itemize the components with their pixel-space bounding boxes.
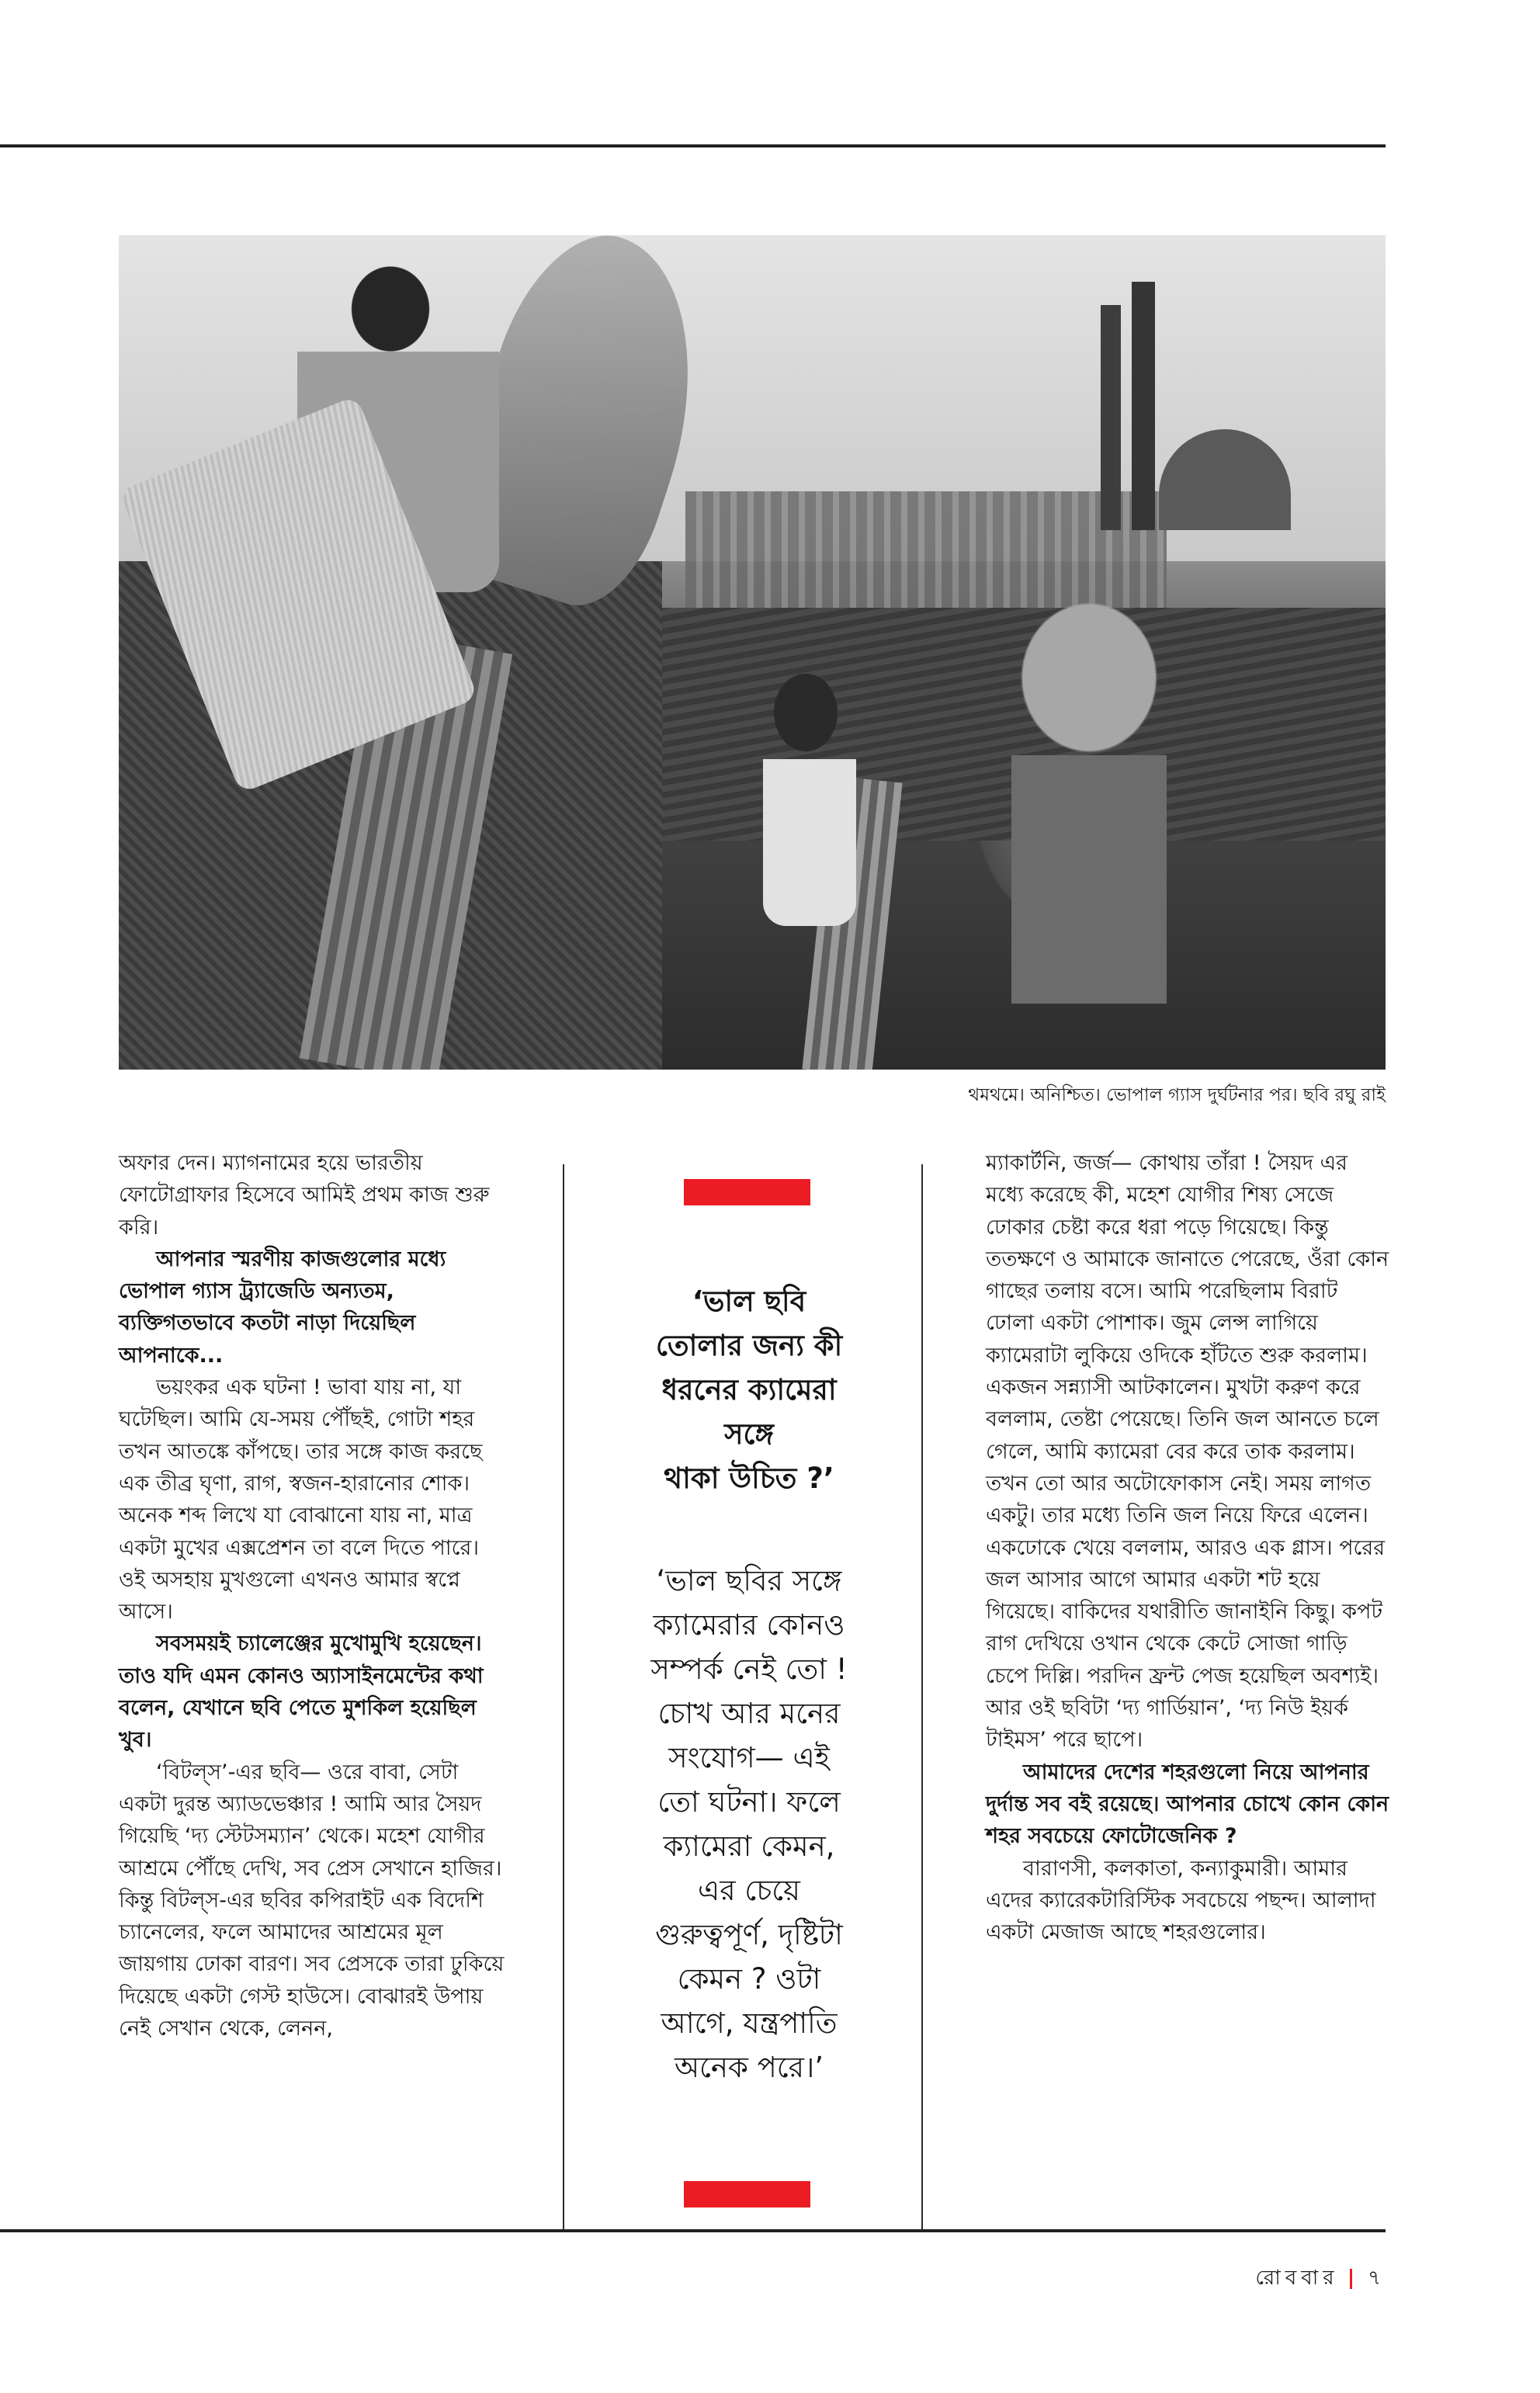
answer-paragraph: অফার দেন। ম্যাগনামের হয়ে ভারতীয় ফোটোগ্রাফার হিসেবে আমিই প্রথম কাজ শুরু করি।: [119, 1151, 490, 1240]
pull-quote-line: সঙ্গে: [724, 1417, 774, 1451]
pull-quote-line: এর চেয়ে: [698, 1874, 800, 1907]
pull-quote-accent-bar: [684, 2181, 810, 2207]
pull-quote-question: [590, 1279, 908, 1500]
footer-separator: [1350, 2269, 1352, 2289]
column-divider: [921, 1164, 923, 2231]
pull-quote-line: ক্যামেরার কোনও: [653, 1608, 845, 1642]
photo-lotus-finial: [1011, 600, 1167, 1004]
pull-quote-line: থাকা উচিত ?’: [664, 1462, 834, 1495]
answer-paragraph: ভয়ংকর এক ঘটনা ! ভাবা যায় না, যা ঘটেছিল। আমি যে-সময় পৌঁছই, গোটা শহর তখন আতঙ্কে কাঁপছে। তার সঙ্গে কাজ করছে এক তীব্র ঘৃণা, রাগ, স্বজন-হারানোর শোক। অনেক শব্দ লিখে যা বোঝানো যায় না, মাত্র একটা মুখের এক্সপ্রেশন তা বলে দিতে পারে। ওই অসহায় মুখগুলো এখনও আমার স্বপ্নে আসে।: [119, 1375, 483, 1625]
pull-quote-accent-bar: [684, 1179, 810, 1205]
pull-quote-line: তোলার জন্য কী: [655, 1329, 843, 1362]
pull-quote-line: সংযোগ— এই: [668, 1741, 830, 1774]
answer-paragraph: বারাণসী, কলকাতা, কন্যাকুমারী। আমার এদের ক্যারেকটারিস্টিক সবচেয়ে পছন্দ। আলাদা একটা মেজাজ আছে শহরগুলোর।: [986, 1856, 1376, 1945]
pull-quote-answer: [590, 1559, 908, 2090]
pull-quote-line: ক্যামেরা কেমন,: [663, 1829, 835, 1863]
pull-quote-line: ধরনের ক্যামেরা: [661, 1373, 837, 1406]
column-divider: [563, 1164, 564, 2231]
photo-skyline: [685, 491, 1167, 616]
pull-quote-line: গুরুত্বপূর্ণ, দৃষ্টিটা: [655, 1918, 843, 1951]
photo-minaret: [1101, 305, 1121, 530]
question-paragraph: আমাদের দেশের শহরগুলো নিয়ে আপনার দুর্দান্ত সব বই রয়েছে। আপনার চোখে কোন কোন শহর সবচেয়ে ফোটোজেনিক ?: [986, 1760, 1389, 1849]
pull-quote-line: ‘ভাল ছবির সঙ্গে: [656, 1564, 842, 1597]
question-paragraph: আপনার স্মরণীয় কাজগুলোর মধ্যে ভোপাল গ্যাস ট্র্যাজেডি অন্যতম, ব্যক্তিগতভাবে কতটা নাড়া দিয়েছিল আপনাকে...: [119, 1247, 446, 1368]
page-footer: [1255, 2262, 1386, 2296]
feature-photo: [119, 235, 1386, 1070]
pull-quote-line: ‘ভাল ছবি: [692, 1285, 806, 1318]
pull-quote-line: কেমন ? ওটা: [677, 1962, 821, 1996]
page-number: ৭: [1368, 2266, 1386, 2290]
pull-quote-line: সম্পর্ক নেই তো !: [650, 1653, 848, 1686]
photo-field: [600, 608, 1386, 841]
answer-paragraph: ‘বিটল্‌স’-এর ছবি— ওরে বাবা, সেটা একটা দুরন্ত অ্যাডভেঞ্চার ! আমি আর সৈয়দ গিয়েছি ‘দ্য স্টেটসম্যান’ থেকে। মহেশ যোগীর আশ্রমে পৌঁছে দেখি, সব প্রেস সেখানে হাজির। কিন্তু বিটল্‌স-এর ছবির কপিরাইট এক বিদেশি চ্যানেলের, ফলে আমাদের আশ্রমের মূল জায়গায় ঢোকা বারণ। সব প্রেসকে তারা ঢুকিয়ে দিয়েছে একটা গেস্ট হাউসে। বোঝারই উপায় নেই সেখান থেকে, লেনন,: [119, 1760, 505, 2041]
photo-caption: থমথমে। অনিশ্চিত। ভোপাল গ্যাস দুর্ঘটনার পর। ছবি রঘু রাই: [968, 1085, 1386, 1105]
bottom-rule: [0, 2229, 1386, 2232]
answer-paragraph: ম্যাকার্টনি, জর্জ— কোথায় তাঁরা ! সৈয়দ এর মধ্যে করেছে কী, মহেশ যোগীর শিষ্য সেজে ঢোকার চেষ্টা করে ধরা পড়ে গিয়েছে। কিন্তু ততক্ষণে ও আমাকে জানাতে পেরেছে, ওঁরা কোন গাছের তলায় বসে। আমি পরেছিলাম বিরাট ঢোলা একটা পোশাক। জুম লেন্স লাগিয়ে ক্যামেরাটা লুকিয়ে ওদিকে হাঁটতে শুরু করলাম। একজন সন্ন্যাসী আটকালেন। মুখটা করুণ করে বললাম, তেষ্টা পেয়েছে। তিনি জল আনতে চলে গেলে, আমি ক্যামেরা বের করে তাক করলাম। তখন তো আর অটোফোকাস নেই। সময় লাগত একটু। তার মধ্যে তিনি জল নিয়ে ফিরে এলেন। একঢোকে খেয়ে বললাম, আরও এক গ্লাস। পরের জল আসার আগে আমার একটা শট হয়ে গিয়েছে। বাকিদের যথারীতি জানাইনি কিছু। কপট রাগ দেখিয়ে ওখান থেকে কেটে সোজা গাড়ি চেপে দিল্লি। পরদিন ফ্রন্ট পেজ হয়েছিল অবশ্যই। আর ওই ছবিটা ‘দ্য গার্ডিয়ান’, ‘দ্য নিউ ইয়র্ক টাইমস’ পরে ছাপে।: [986, 1151, 1389, 1753]
pull-quote-line: চোখ আর মনের: [657, 1697, 841, 1730]
section-name: রোববার: [1255, 2266, 1339, 2290]
question-paragraph: সবসময়ই চ্যালেঞ্জের মুখোমুখি হয়েছেন। তাও যদি এমন কোনও অ্যাসাইনমেন্টের কথা বলেন, যেখানে ছবি পেতে মুশকিল হয়েছিল খুব।: [119, 1632, 484, 1753]
top-rule: [0, 144, 1386, 147]
pull-quote-line: অনেক পরে।’: [675, 2051, 824, 2084]
photo-looking-up-boy: [763, 670, 856, 926]
pull-quote-line: আগে, যন্ত্রপাতি: [661, 2006, 838, 2040]
right-column: [986, 1147, 1389, 1948]
pull-quote-line: তো ঘটনা। ফলে: [657, 1785, 841, 1819]
photo-minaret: [1132, 282, 1155, 530]
left-column: [119, 1147, 511, 2044]
